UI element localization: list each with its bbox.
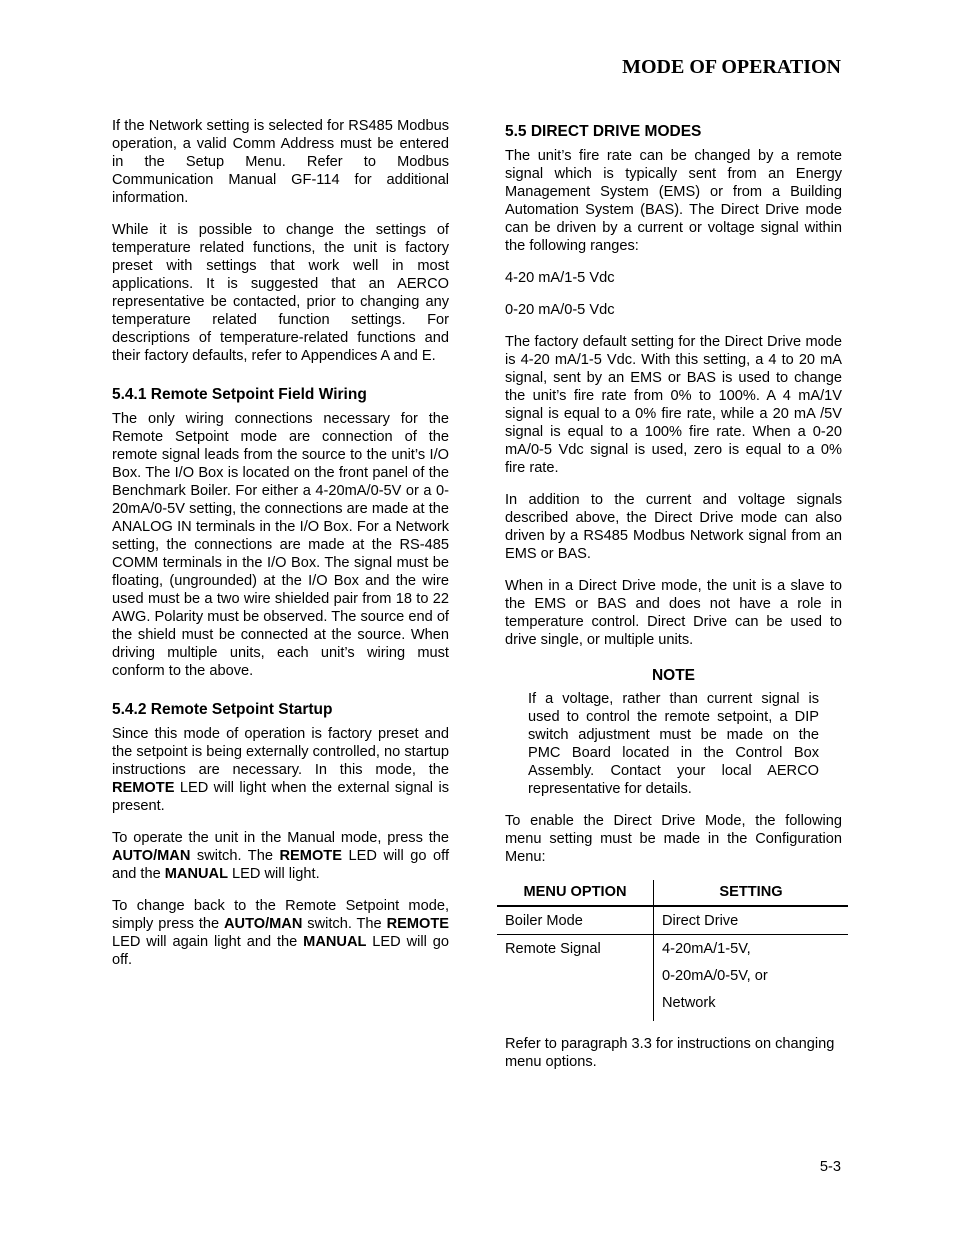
note-body: If a voltage, rather than current signal is used to control the remote setpoint, a DIP switch adjustment must be made on the PMC Board located in the Control Box Assembly. Contact your local AERCO representative for details. [528,691,819,797]
paragraph-modbus: In addition to the current and voltage signals described above, the Direct Drive mode can also driven by a RS485 Modbus Network signal from an EMS or BAS. [505,492,842,562]
heading-remote-setpoint-field-wiring: 5.4.1 Remote Setpoint Field Wiring [112,386,367,403]
signal-range-2: 0-20 mA/0-5 Vdc [505,302,615,318]
left-column [112,117,449,983]
table-cell-setting [654,935,849,1022]
page-number: 5-3 [819,1159,841,1175]
page-header-title: MODE OF OPERATION [622,56,841,78]
setting-line: 0-20mA/0-5V, or [662,968,768,984]
paragraph-startup: Since this mode of operation is factory preset and the setpoint is being externally controlled, no startup instructions are necessary. In this mode, the REMOTE LED will light when the external signal is present. [112,726,449,814]
signal-range-1: 4-20 mA/1-5 Vdc [505,270,615,286]
paragraph-manual-mode: To operate the unit in the Manual mode, press the AUTO/MAN switch. The REMOTE LED will go off and the MANUAL LED will light. [112,830,449,882]
table-cell-setting: Direct Drive [654,906,849,935]
paragraph-network-setting: If the Network setting is selected for RS485 Modbus operation, a valid Comm Address must be entered in the Setup Menu. Refer to Modbus Communication Manual GF-114 for additional information. [112,118,449,206]
paragraph-temperature-settings: While it is possible to change the settings of temperature related functions, the unit is factory preset with settings that work well in most applications. It is suggested that an AERCO representative be contacted, prior to changing any temperature related function settings. For descriptions of temperature-related functions and their factory defaults, refer to Appendices A and E. [112,222,449,364]
menu-settings-table [497,880,848,1021]
note-title: NOTE [651,667,696,684]
table-header-menu-option: MENU OPTION [497,880,654,906]
paragraph-factory-default: The factory default setting for the Direct Drive mode is 4-20 mA/1-5 Vdc. With this setting, a 4 to 20 mA signal, sent by an EMS or BAS is used to change the unit’s fire rate from 0% to 100%. A 4 mA/1V signal is equal to a 0% fire rate, while a 20 mA /5V signal is equal to a 100% fire rate. When a 0-20 mA/0-5 Vdc signal is used, zero is equal to a 0% fire rate. [505,334,842,476]
heading-remote-setpoint-startup: 5.4.2 Remote Setpoint Startup [112,701,333,718]
note-box [505,667,842,798]
right-column [505,117,842,1085]
table-row [497,935,848,1022]
paragraph-enable-direct-drive: To enable the Direct Drive Mode, the following menu setting must be made in the Configuration Menu: [505,813,842,865]
heading-direct-drive-modes: 5.5 DIRECT DRIVE MODES [505,123,702,140]
table-row [497,906,848,935]
paragraph-change-back: To change back to the Remote Setpoint mode, simply press the AUTO/MAN switch. The REMOTE LED will again light and the MANUAL LED will go off. [112,898,449,968]
table-header-row [497,880,848,906]
table-header-setting: SETTING [654,880,849,906]
setting-line: Network [662,995,716,1011]
table-cell-option: Remote Signal [497,935,654,1022]
setting-line: 4-20mA/1-5V, [662,941,751,957]
table-cell-option: Boiler Mode [497,906,654,935]
paragraph-fire-rate: The unit’s fire rate can be changed by a remote signal which is typically sent from an Energy Management System (EMS) or from a Building Automation System (BAS). The Direct Drive mode can be driven by a current or voltage signal within the following ranges: [505,148,842,254]
paragraph-refer: Refer to paragraph 3.3 for instructions on changing menu options. [505,1036,835,1070]
paragraph-slave: When in a Direct Drive mode, the unit is a slave to the EMS or BAS and does not have a role in temperature control. Direct Drive can be used to drive single, or multiple units. [505,578,842,648]
paragraph-field-wiring: The only wiring connections necessary for the Remote Setpoint mode are connection of the remote signal leads from the source to the unit’s I/O Box. The I/O Box is located on the front panel of the Benchmark Boiler. For either a 4-20mA/0-5V or a 0-20mA/0-5V setting, the connections are made at the ANALOG IN terminals in the I/O Box. For a Network setting, the connections are made at the RS-485 COMM terminals in the I/O Box. The signal must be floating, (ungrounded) at the I/O Box and the wire used must be a two wire shielded pair from 18 to 22 AWG. Polarity must be observed. The source end of the shield must be connected at the source. When driving multiple units, each unit’s wiring must conform to the above. [112,411,449,679]
